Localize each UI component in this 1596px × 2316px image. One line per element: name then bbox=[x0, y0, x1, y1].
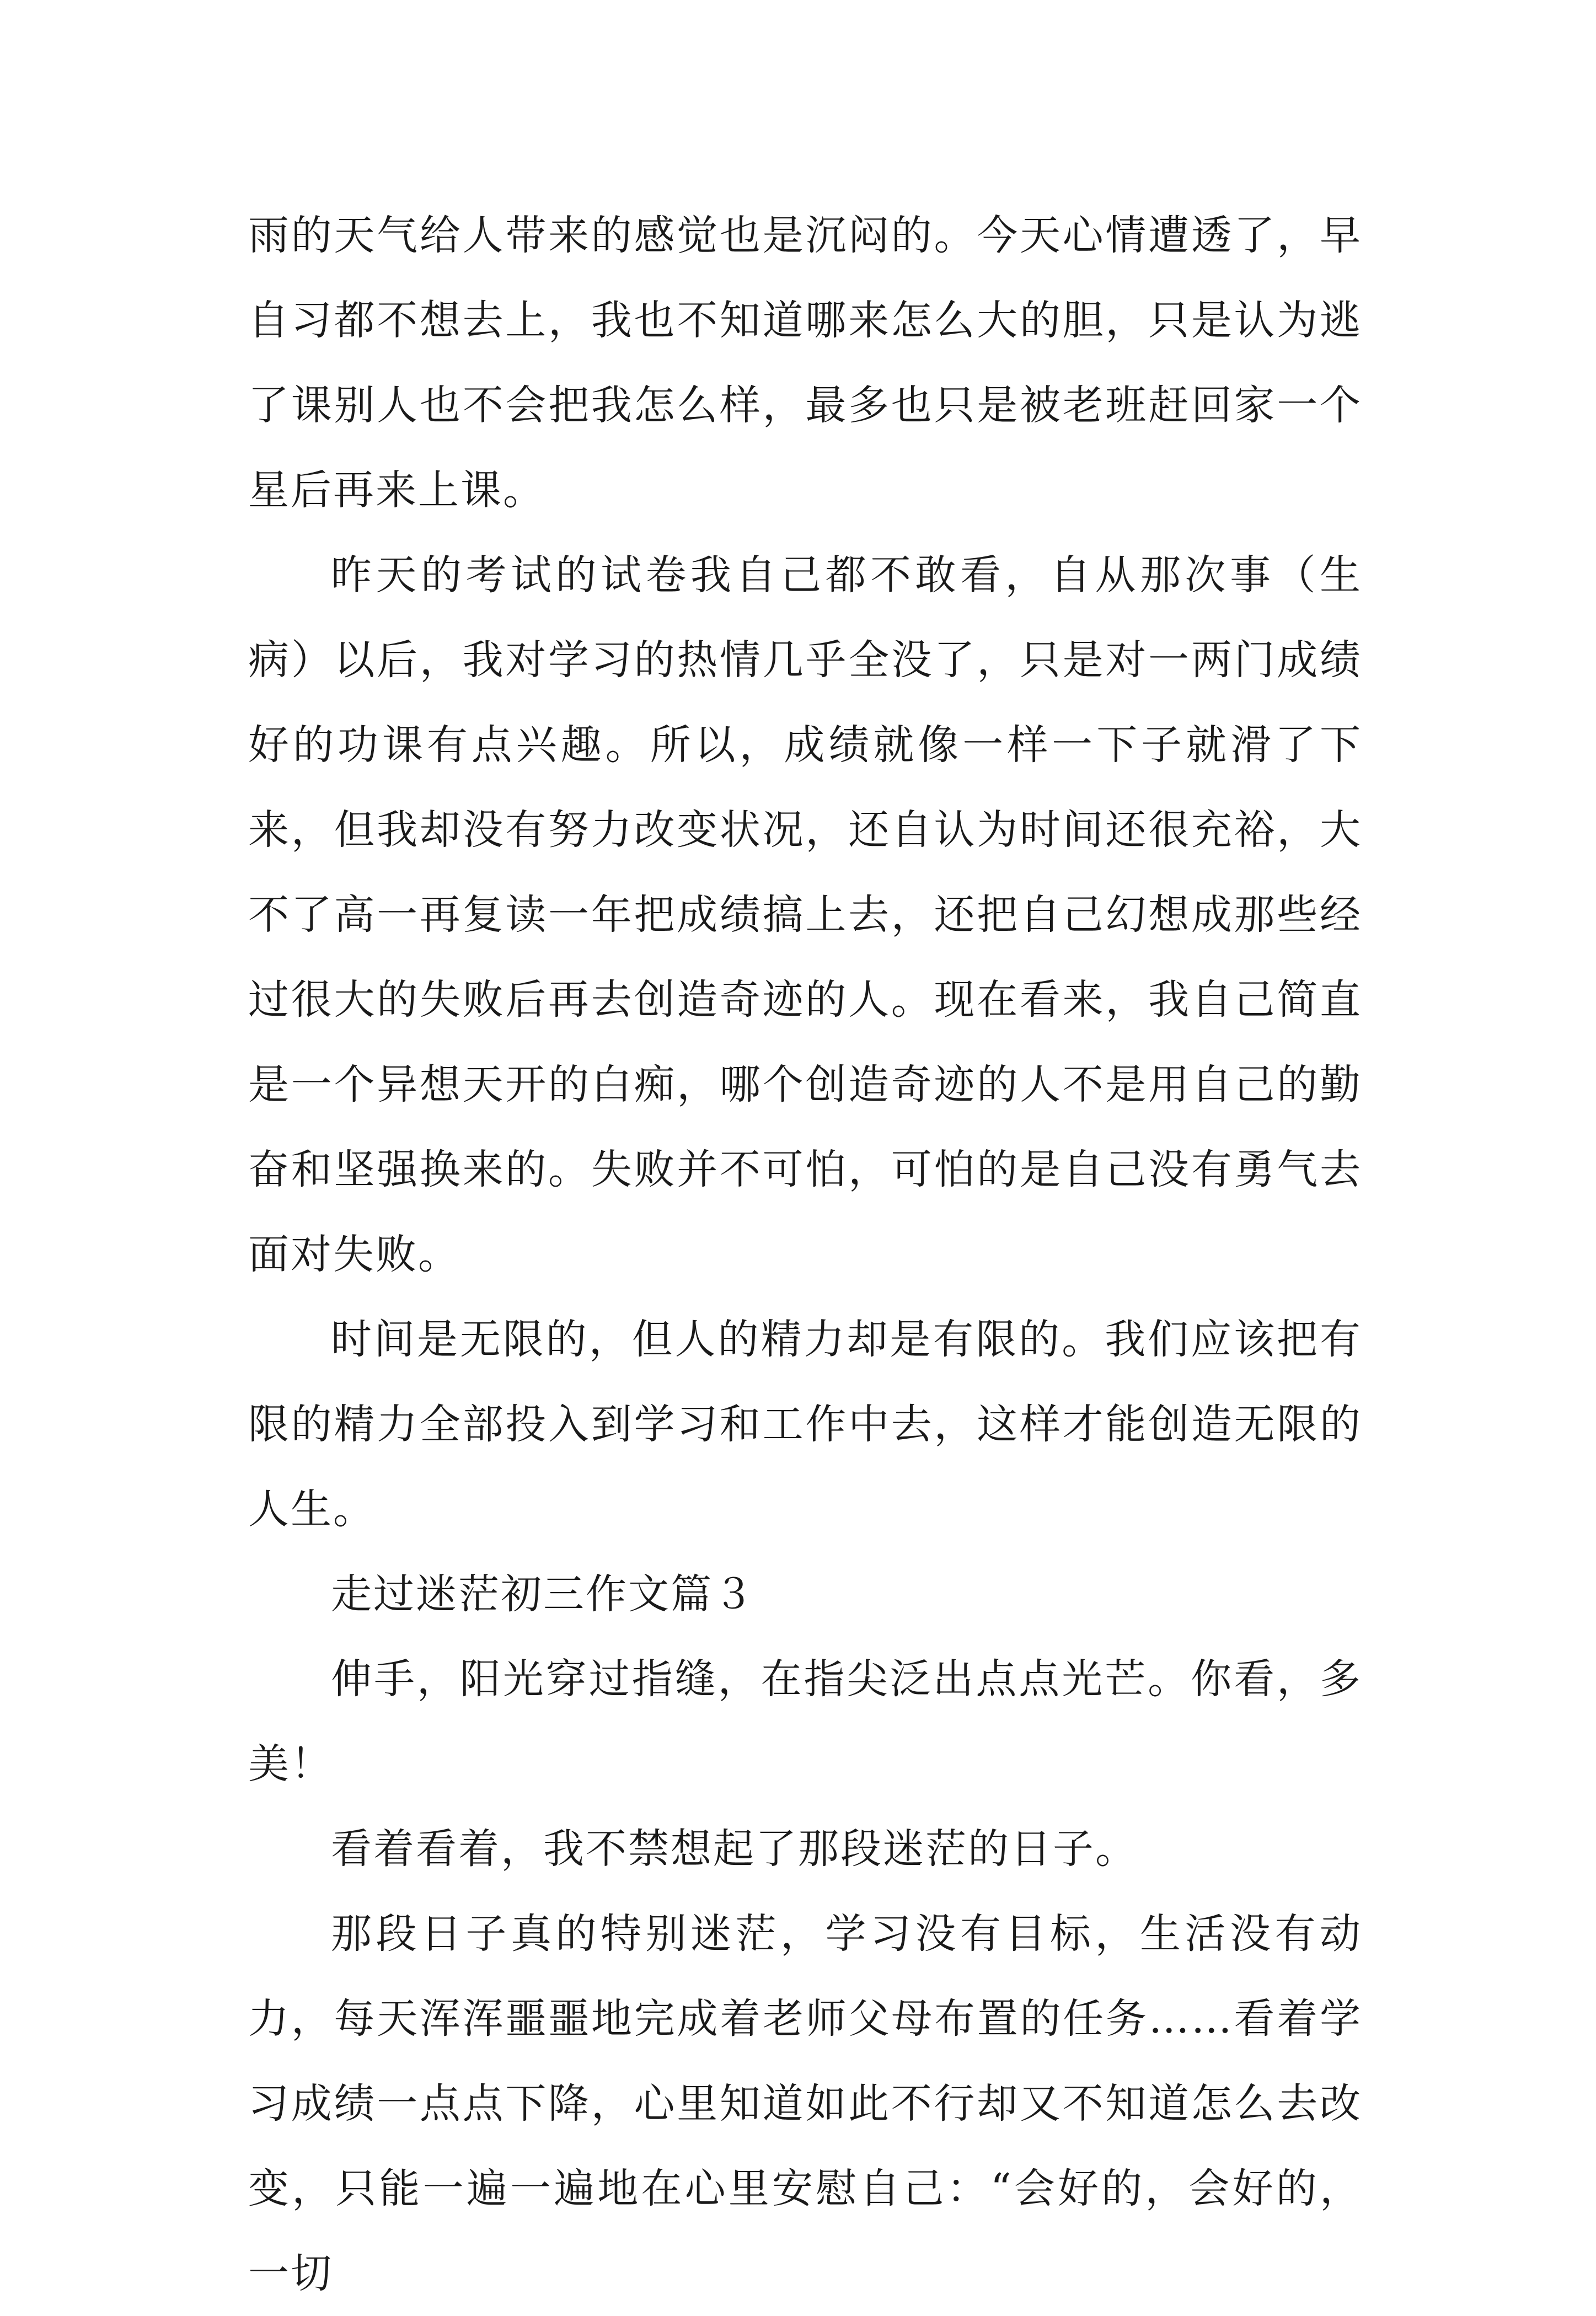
paragraph-3: 时间是无限的，但人的精力却是有限的。我们应该把有限的精力全部投入到学习和工作中去，这样才能创造无限的人生。 bbox=[248, 1316, 1362, 1533]
section-heading: 走过迷茫初三作文篇３ bbox=[331, 1570, 756, 1618]
paragraph-5: 看着看着，我不禁想起了那段迷茫的日子。 bbox=[331, 1825, 1138, 1873]
document-body bbox=[248, 193, 1362, 2316]
paragraph-6: 那段日子真的特别迷茫，学习没有目标，生活没有动力，每天浑浑噩噩地完成着老师父母布置的任务……看着学习成绩一点点下降，心里知道如此不行却又不知道怎么去改变，只能一遍一遍地在心里安慰自己：“会好的，会好的，一切 bbox=[248, 1910, 1362, 2297]
paragraph-4: 伸手，阳光穿过指缝，在指尖泛出点点光芒。你看，多美！ bbox=[248, 1655, 1362, 1788]
paragraph-1: 雨的天气给人带来的感觉也是沉闷的。今天心情遭透了，早自习都不想去上，我也不知道哪来怎么大的胆，只是认为逃了课别人也不会把我怎么样，最多也只是被老班赶回家一个星后再来上课。 bbox=[248, 212, 1362, 514]
paragraph-2: 昨天的考试的试卷我自己都不敢看，自从那次事（生病）以后，我对学习的热情几乎全没了，只是对一两门成绩好的功课有点兴趣。所以，成绩就像一样一下子就滑了下来，但我却没有努力改变状况，还自认为时间还很充裕，大不了高一再复读一年把成绩搞上去，还把自己幻想成那些经过很大的失败后再去创造奇迹的人。现在看来，我自己简直是一个异想天开的白痴，哪个创造奇迹的人不是用自己的勤奋和坚强换来的。失败并不可怕，可怕的是自己没有勇气去面对失败。 bbox=[248, 551, 1362, 1278]
